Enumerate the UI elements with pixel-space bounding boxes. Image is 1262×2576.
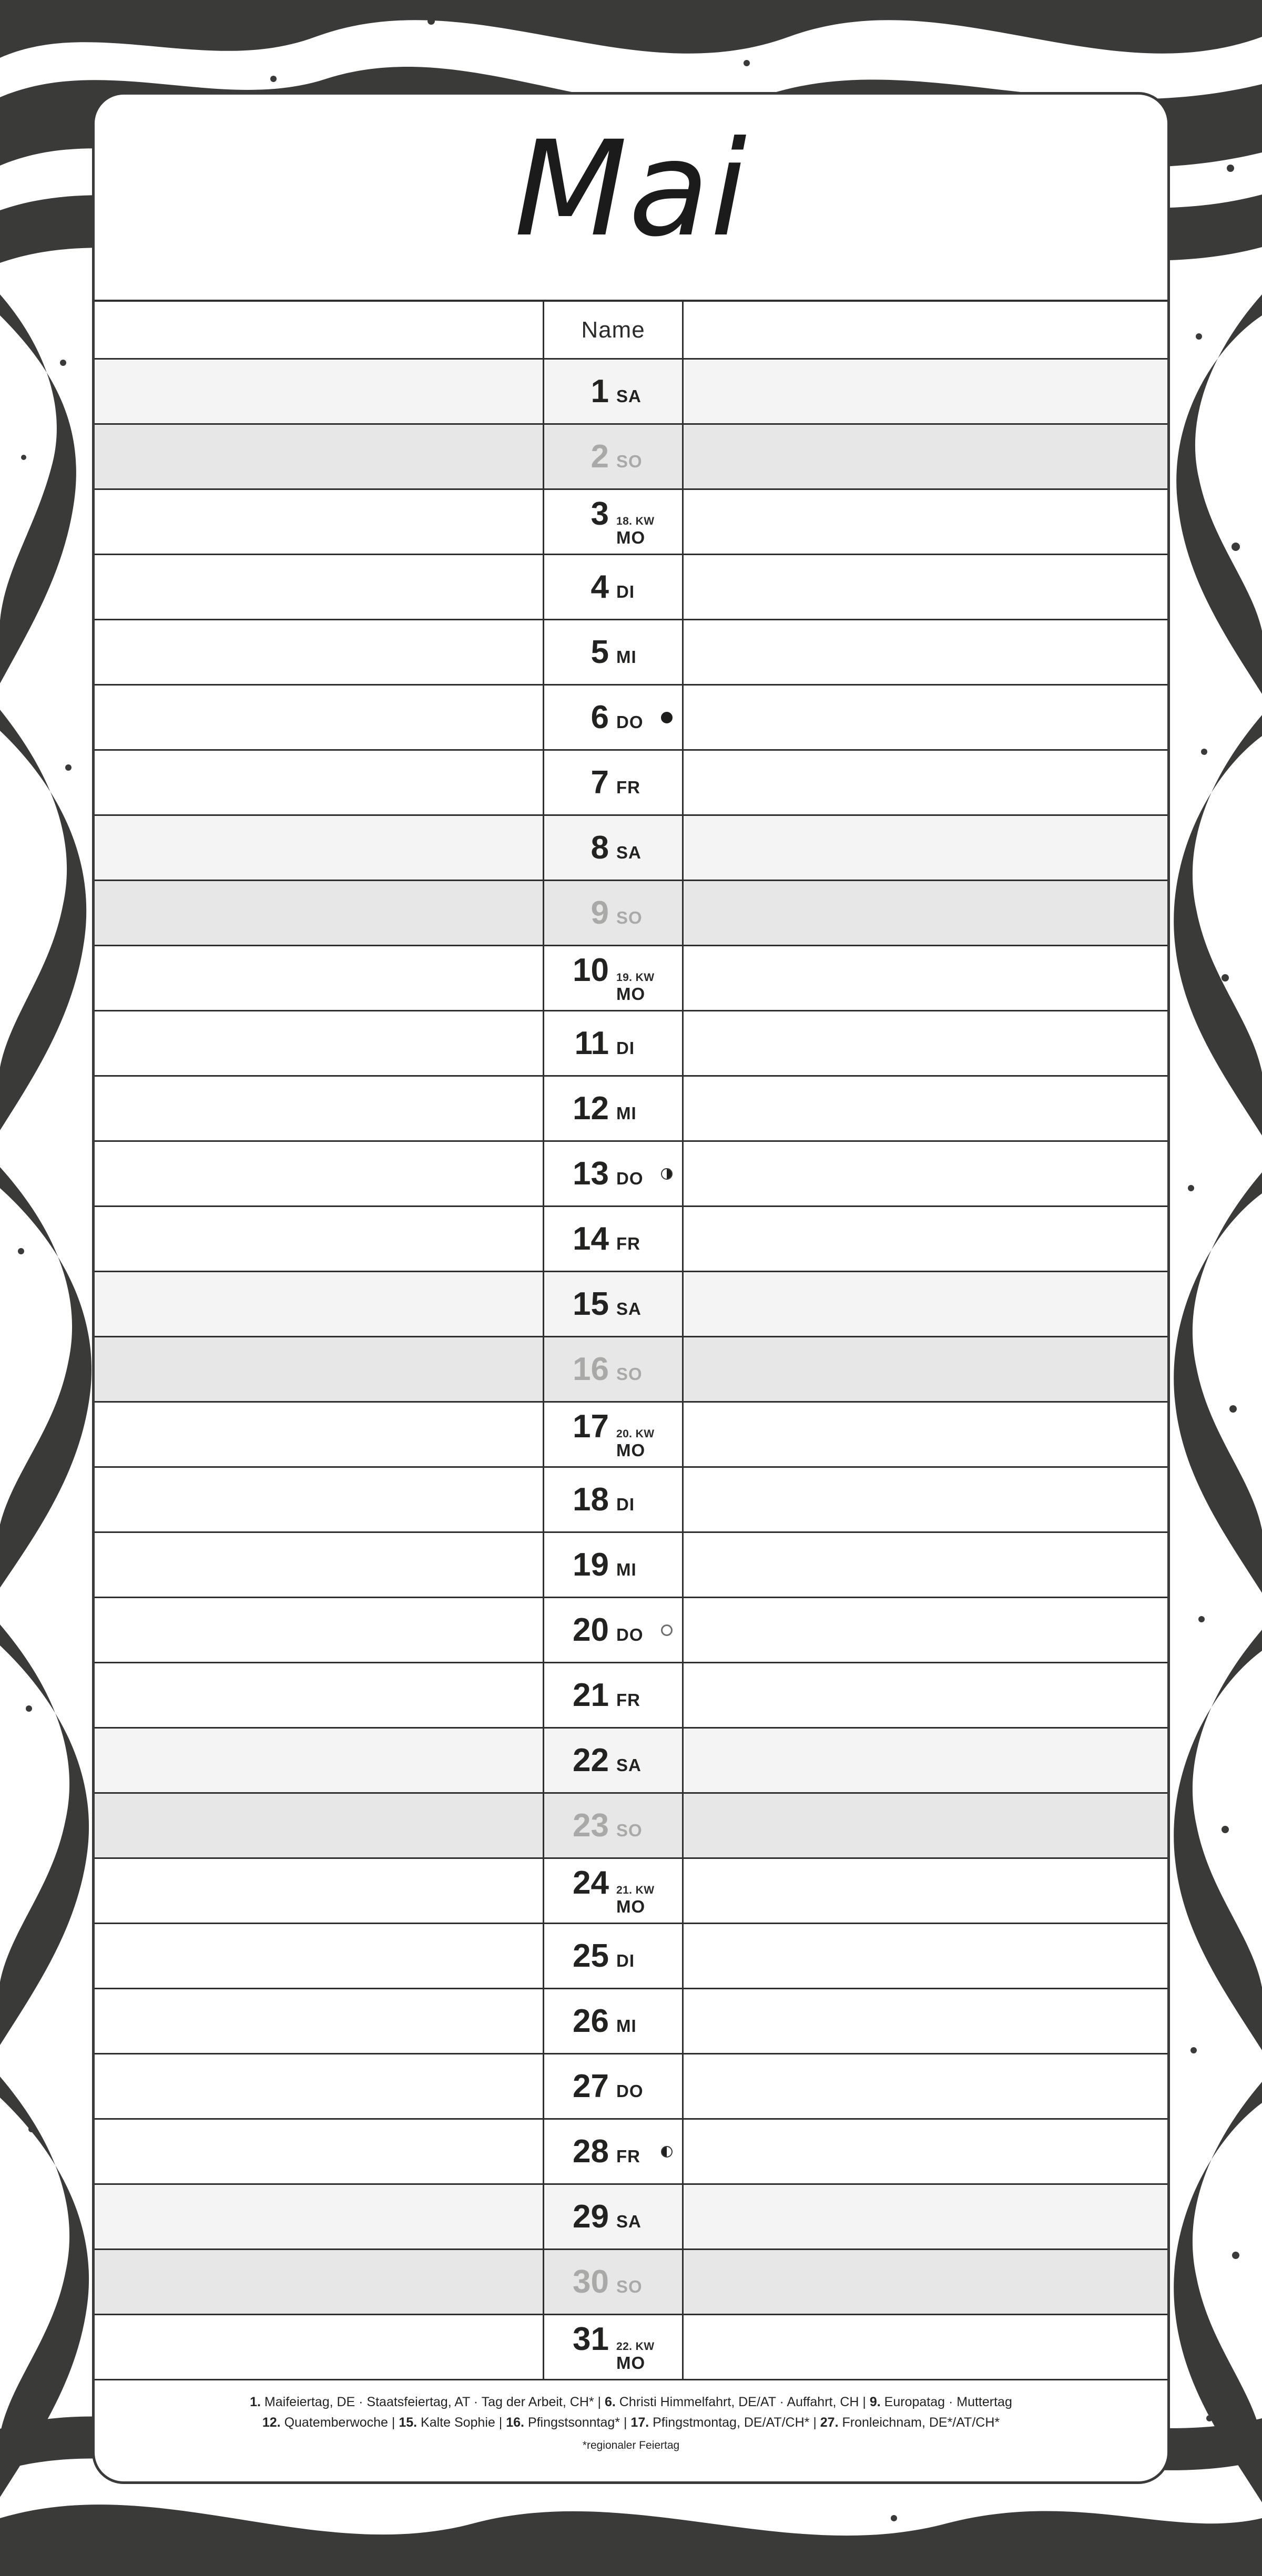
day-label-cell [544,1663,684,1727]
weekday-abbr: DI [616,1038,635,1058]
day-note-cell-left[interactable] [95,490,544,554]
day-label-cell [544,751,684,814]
weekday-wrap [616,2017,661,2035]
table-row [95,425,1167,490]
weekday-wrap [616,1952,661,1969]
weekday-wrap [616,844,661,861]
weekday-abbr: DO [616,712,644,732]
day-note-cell-right[interactable] [684,1468,1167,1531]
weekday-wrap [616,453,661,470]
table-row [95,1077,1167,1142]
day-label-cell [544,1533,684,1597]
day-note-cell-left[interactable] [95,425,544,488]
day-note-cell-left[interactable] [95,1859,544,1923]
weekday-abbr: SA [616,1299,642,1318]
weekday-wrap [616,2278,661,2295]
day-note-cell-left[interactable] [95,1924,544,1988]
day-box [544,1937,682,1974]
weekday-wrap [616,1105,661,1122]
day-number: 15 [573,1285,609,1322]
weekday-abbr: MI [616,2016,637,2036]
day-note-cell-left[interactable] [95,1077,544,1140]
weekday-wrap [616,387,661,405]
day-box [544,1864,682,1916]
day-label-cell [544,881,684,945]
day-box [544,2323,682,2371]
table-row [95,686,1167,751]
weekday-wrap [616,1885,661,1915]
day-note-cell-left[interactable] [95,1207,544,1271]
weekday-wrap [616,2213,661,2230]
day-note-cell-right[interactable] [684,2185,1167,2248]
weekday-abbr: MO [616,984,646,1004]
day-number: 4 [591,568,609,605]
day-label-cell [544,1859,684,1923]
day-label-cell [544,1207,684,1271]
day-number: 9 [591,894,609,931]
day-note-cell-left[interactable] [95,946,544,1010]
day-note-cell-right[interactable] [684,425,1167,488]
footnote-line-2: 12. Quatemberwoche | 15. Kalte Sophie | 16. Pfingstsonntag* | 17. Pfingstmontag, DE/AT/CH* | 27. Fronleichnam, DE*/AT/CH* [262,2415,1000,2430]
weekday-abbr: SA [616,386,642,406]
table-row [95,2054,1167,2120]
day-box [544,438,682,475]
weekday-abbr: MO [616,1440,646,1460]
weekday-wrap [616,1691,661,1709]
day-box [544,2070,682,2103]
footnote-note: *regionaler Feiertag [582,2439,680,2451]
table-row [95,1011,1167,1077]
table-row [95,620,1167,686]
weekday-abbr: SO [616,1364,643,1384]
day-label-cell [544,2315,684,2379]
table-row [95,1729,1167,1794]
day-note-cell-right[interactable] [684,816,1167,880]
day-note-cell-right[interactable] [684,1207,1167,1271]
day-note-cell-left[interactable] [95,2120,544,2183]
table-row [95,1468,1167,1533]
day-note-cell-left[interactable] [95,1598,544,1662]
weekday-wrap [616,516,661,546]
day-number: 18 [573,1481,609,1518]
day-number: 1 [591,373,609,410]
weekday-wrap [616,1235,661,1252]
weekday-abbr: MI [616,647,637,667]
day-note-cell-right[interactable] [684,1859,1167,1923]
day-note-cell-left[interactable] [95,1663,544,1727]
day-number: 17 [573,1408,609,1445]
day-label-cell [544,1337,684,1401]
day-number: 29 [573,2198,609,2235]
weekday-abbr: FR [616,1690,640,1710]
day-label-cell [544,1924,684,1988]
table-row [95,360,1167,425]
week-number: 20. KW [616,1427,655,1440]
day-box [544,766,682,799]
day-note-cell-right[interactable] [684,1077,1167,1140]
day-box [544,1410,682,1459]
table-row [95,2120,1167,2185]
day-number: 12 [573,1090,609,1127]
weekday-wrap [616,583,661,600]
day-note-cell-left[interactable] [95,2185,544,2248]
table-row [95,2185,1167,2250]
table-row [95,1533,1167,1598]
day-label-cell [544,816,684,880]
day-label-cell [544,1729,684,1792]
weekday-abbr: DI [616,1494,635,1514]
day-label-cell [544,2054,684,2118]
calendar-rows [95,360,1167,2380]
day-label-cell [544,555,684,619]
day-box [544,1027,682,1060]
weekday-abbr: FR [616,2146,640,2166]
day-number: 7 [591,764,609,801]
weekday-wrap [616,1822,661,1839]
week-number: 19. KW [616,971,655,984]
weekday-wrap [616,713,661,731]
weekday-wrap [616,909,661,926]
day-box [544,375,682,408]
day-box [544,1744,682,1777]
day-note-cell-left[interactable] [95,1533,544,1597]
header-cell-name: Name [544,302,684,358]
day-label-cell [544,360,684,423]
day-note-cell-right[interactable] [684,490,1167,554]
table-row [95,1337,1167,1403]
table-row [95,946,1167,1011]
day-label-cell [544,1989,684,2053]
moon-phase-new-icon [661,712,673,723]
table-row [95,816,1167,881]
day-box [544,1481,682,1518]
day-number: 27 [573,2068,609,2104]
day-note-cell-left[interactable] [95,1403,544,1466]
table-row [95,1272,1167,1337]
day-note-cell-left[interactable] [95,2315,544,2379]
day-number: 3 [591,495,609,532]
day-number: 19 [573,1546,609,1583]
day-number: 20 [573,1611,609,1648]
day-note-cell-left[interactable] [95,620,544,684]
day-note-cell-left[interactable] [95,1142,544,1205]
day-note-cell-left[interactable] [95,881,544,945]
table-row [95,1142,1167,1207]
weekday-abbr: SA [616,2211,642,2231]
day-note-cell-right[interactable] [684,686,1167,749]
weekday-abbr: DO [616,2081,644,2101]
table-row [95,2250,1167,2315]
day-number: 23 [573,1807,609,1844]
day-note-cell-right[interactable] [684,360,1167,423]
weekday-abbr: MO [616,527,646,547]
day-number: 25 [573,1937,609,1974]
weekday-abbr: SO [616,1820,643,1840]
day-box [544,495,682,547]
table-row [95,751,1167,816]
moon-phase-last-icon [661,2146,673,2158]
day-note-cell-left[interactable] [95,360,544,423]
day-label-cell [544,686,684,749]
day-label-cell [544,425,684,488]
day-note-cell-right[interactable] [684,1337,1167,1401]
weekday-abbr: SO [616,2276,643,2296]
weekday-wrap [616,1561,661,1578]
day-box [544,829,682,866]
moon-phase-first-icon [661,1168,673,1180]
weekday-abbr: DI [616,581,635,601]
weekday-abbr: SO [616,907,643,927]
day-note-cell-left[interactable] [95,1468,544,1531]
moon-phase-full-icon [661,1624,673,1636]
day-label-cell [544,1403,684,1466]
weekday-abbr: FR [616,777,640,797]
day-note-cell-left[interactable] [95,1989,544,2053]
day-box [544,1807,682,1844]
table-row [95,1989,1167,2054]
weekday-wrap [616,2341,661,2371]
table-row [95,555,1167,620]
weekday-wrap [616,1756,661,1774]
day-label-cell [544,1011,684,1075]
day-note-cell-right[interactable] [684,1142,1167,1205]
weekday-wrap [616,1300,661,1317]
weekday-wrap [616,1496,661,1513]
calendar-grid [95,300,1167,2380]
day-number: 28 [573,2133,609,2170]
day-box [544,633,682,670]
day-note-cell-left[interactable] [95,1272,544,1336]
day-label-cell [544,1794,684,1857]
day-label-cell [544,1142,684,1205]
day-box [544,1092,682,1125]
day-number: 22 [573,1742,609,1778]
day-box [544,894,682,931]
table-row [95,1663,1167,1729]
day-box [544,1353,682,1386]
weekday-wrap [616,648,661,666]
weekday-wrap [616,1365,661,1383]
day-label-cell [544,490,684,554]
day-number: 5 [591,633,609,670]
day-box [544,2002,682,2039]
day-note-cell-left[interactable] [95,1794,544,1857]
day-box [544,1285,682,1322]
table-row [95,2315,1167,2380]
day-number: 8 [591,829,609,866]
day-note-cell-right[interactable] [684,1011,1167,1075]
weekday-abbr: MI [616,1103,637,1123]
day-number: 24 [573,1864,609,1901]
day-note-cell-right[interactable] [684,2315,1167,2379]
day-note-cell-left[interactable] [95,686,544,749]
weekday-abbr: SA [616,842,642,862]
day-note-cell-right[interactable] [684,1403,1167,1466]
day-note-cell-left[interactable] [95,2054,544,2118]
weekday-abbr: DO [616,1168,644,1188]
table-row [95,1794,1167,1859]
day-note-cell-right[interactable] [684,751,1167,814]
day-number: 13 [573,1155,609,1192]
weekday-abbr: DO [616,1624,644,1644]
day-note-cell-right[interactable] [684,1663,1167,1727]
day-number: 30 [573,2263,609,2300]
week-number: 21. KW [616,1884,655,1896]
day-box [544,1546,682,1583]
day-number: 14 [573,1220,609,1257]
day-label-cell [544,946,684,1010]
day-number: 6 [591,699,609,735]
footnote-line-1: 1. Maifeiertag, DE · Staatsfeiertag, AT · Tag der Arbeit, CH* | 6. Christi Himmelfahrt, DE/AT · Auffahrt, CH | 9. Europatag · Muttertag [250,2395,1012,2409]
day-box [544,568,682,605]
day-number: 31 [573,2321,609,2357]
weekday-abbr: MO [616,2353,646,2373]
day-note-cell-right[interactable] [684,2120,1167,2183]
day-number: 11 [574,1025,609,1061]
table-row [95,1598,1167,1663]
day-label-cell [544,620,684,684]
day-label-cell [544,1077,684,1140]
day-note-cell-left[interactable] [95,1011,544,1075]
day-label-cell [544,1468,684,1531]
day-note-cell-left[interactable] [95,2250,544,2314]
day-note-cell-right[interactable] [684,1989,1167,2053]
day-box [544,1220,682,1257]
calendar-card [92,92,1170,2484]
weekday-wrap [616,2148,661,2165]
day-box [544,2198,682,2235]
day-note-cell-right[interactable] [684,1533,1167,1597]
weekday-abbr: MO [616,1896,646,1916]
weekday-wrap [616,1039,661,1057]
day-number: 26 [573,2002,609,2039]
day-box [544,2263,682,2300]
page-title: Mai [514,113,748,265]
day-note-cell-right[interactable] [684,2250,1167,2314]
weekday-wrap [616,972,661,1003]
weekday-wrap [616,1170,661,1187]
weekday-wrap [616,1626,661,1643]
day-note-cell-right[interactable] [684,1794,1167,1857]
footnotes [95,2380,1167,2459]
weekday-wrap [616,2082,661,2100]
day-note-cell-left[interactable] [95,816,544,880]
weekday-abbr: MI [616,1559,637,1579]
day-note-cell-left[interactable] [95,1337,544,1401]
weekday-wrap [616,779,661,796]
day-note-cell-right[interactable] [684,881,1167,945]
day-note-cell-left[interactable] [95,751,544,814]
day-note-cell-right[interactable] [684,2054,1167,2118]
day-note-cell-right[interactable] [684,555,1167,619]
header-cell-left [95,302,544,358]
weekday-abbr: SO [616,451,643,471]
week-number: 18. KW [616,515,655,527]
table-header-row [95,302,1167,360]
day-box [544,1679,682,1712]
weekday-wrap [616,1428,661,1459]
day-label-cell [544,2250,684,2314]
day-label-cell [544,1598,684,1662]
header-cell-right [684,302,1167,358]
day-note-cell-right[interactable] [684,1272,1167,1336]
table-row [95,881,1167,946]
day-note-cell-right[interactable] [684,946,1167,1010]
table-row [95,490,1167,555]
day-note-cell-right[interactable] [684,1598,1167,1662]
table-row [95,1924,1167,1989]
day-label-cell [544,2120,684,2183]
weekday-abbr: SA [616,1755,642,1775]
day-label-cell [544,2185,684,2248]
day-number: 21 [573,1677,609,1713]
table-row [95,1859,1167,1924]
day-box [544,954,682,1003]
day-label-cell [544,1272,684,1336]
day-number: 10 [573,952,609,988]
day-note-cell-right[interactable] [684,1729,1167,1792]
day-note-cell-right[interactable] [684,620,1167,684]
day-number: 2 [591,438,609,475]
weekday-abbr: FR [616,1233,640,1253]
day-note-cell-left[interactable] [95,555,544,619]
table-row [95,1207,1167,1272]
table-row [95,1403,1167,1468]
week-number: 22. KW [616,2340,655,2353]
weekday-abbr: DI [616,1950,635,1970]
day-number: 16 [573,1351,609,1387]
day-note-cell-left[interactable] [95,1729,544,1792]
day-note-cell-right[interactable] [684,1924,1167,1988]
